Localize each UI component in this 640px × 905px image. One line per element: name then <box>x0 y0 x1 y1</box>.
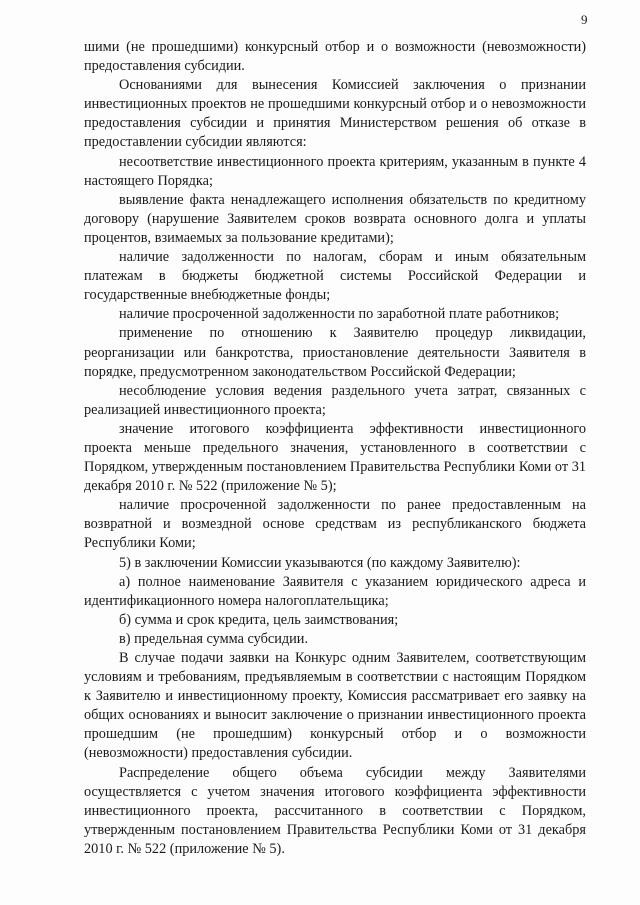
list-item: значение итогового коэффициента эффективности инвестиционного проекта меньше предельного значения, установленного в соответствии с Порядком, утвержденным постановлением Правительства Республики Коми от 31 декабря 2010 г. № 522 (приложение № 5); <box>84 420 586 495</box>
list-item: наличие просроченной задолженности по ранее предоставленным на возвратной и возмездной основе средствам из республиканского бюджета Республики Коми; <box>84 497 586 552</box>
list-item: несоответствие инвестиционного проекта критериям, указанным в пункте 4 настоящего Порядка; <box>84 153 586 189</box>
list-item: наличие задолженности по налогам, сборам и иным обязательным платежам в бюджеты бюджетной системы Российской Федерации и государственные внебюджетные фонды; <box>84 249 586 304</box>
list-item: выявление факта ненадлежащего исполнения обязательств по кредитному договору (нарушение Заявителем сроков возврата основного долга и уплаты процентов, взимаемых за пользование кредитами); <box>84 191 586 246</box>
paragraph: В случае подачи заявки на Конкурс одним Заявителем, соответствующим условиям и требованиям, предъявляемым в соответствии с настоящим Порядком к Заявителю и инвестиционному проекту, Комиссия рассматривает его заявку на общих основаниях и выносит заключение о признании инвестиционного проекта прошедшим (не прошедшим) конкурсный отбор и о возможности (невозможности) предоставления субсидии. <box>84 650 586 762</box>
paragraph: шими (не прошедшими) конкурсный отбор и о возможности (невозможности) предоставления субсидии. <box>84 39 586 75</box>
paragraph: Распределение общего объема субсидии между Заявителями осуществляется с учетом значения итогового коэффициента эффективности инвестиционного проекта, рассчитанного в соответствии с Порядком, утвержденным постановлением Правительства Республики Коми от 31 декабря 2010 г. № 522 (приложение № 5). <box>84 764 586 857</box>
list-item: а) полное наименование Заявителя с указанием юридического адреса и идентификационного номера налогоплательщика; <box>84 573 586 609</box>
paragraph: Основаниями для вынесения Комиссией заключения о признании инвестиционных проектов не прошедшими конкурсный отбор и о невозможности предоставления субсидии и принятия Министерством решения об отказе в предоставлении субсидии являются: <box>84 77 586 151</box>
page-number: 9 <box>581 12 588 27</box>
paragraph: 5) в заключении Комиссии указываются (по каждому Заявителю): <box>119 554 521 571</box>
list-item: наличие просроченной задолженности по заработной плате работников; <box>119 306 560 323</box>
list-item: в) предельная сумма субсидии. <box>119 630 309 647</box>
list-item: применение по отношению к Заявителю процедур ликвидации, реорганизации или банкротства, приостановление деятельности Заявителя в порядке, предусмотренном законодательством Российской Федерации; <box>84 325 586 380</box>
list-item: несоблюдение условия ведения раздельного учета затрат, связанных с реализацией инвестиционного проекта; <box>84 382 586 418</box>
document-body <box>84 38 586 859</box>
list-item: б) сумма и срок кредита, цель заимствования; <box>119 611 399 628</box>
